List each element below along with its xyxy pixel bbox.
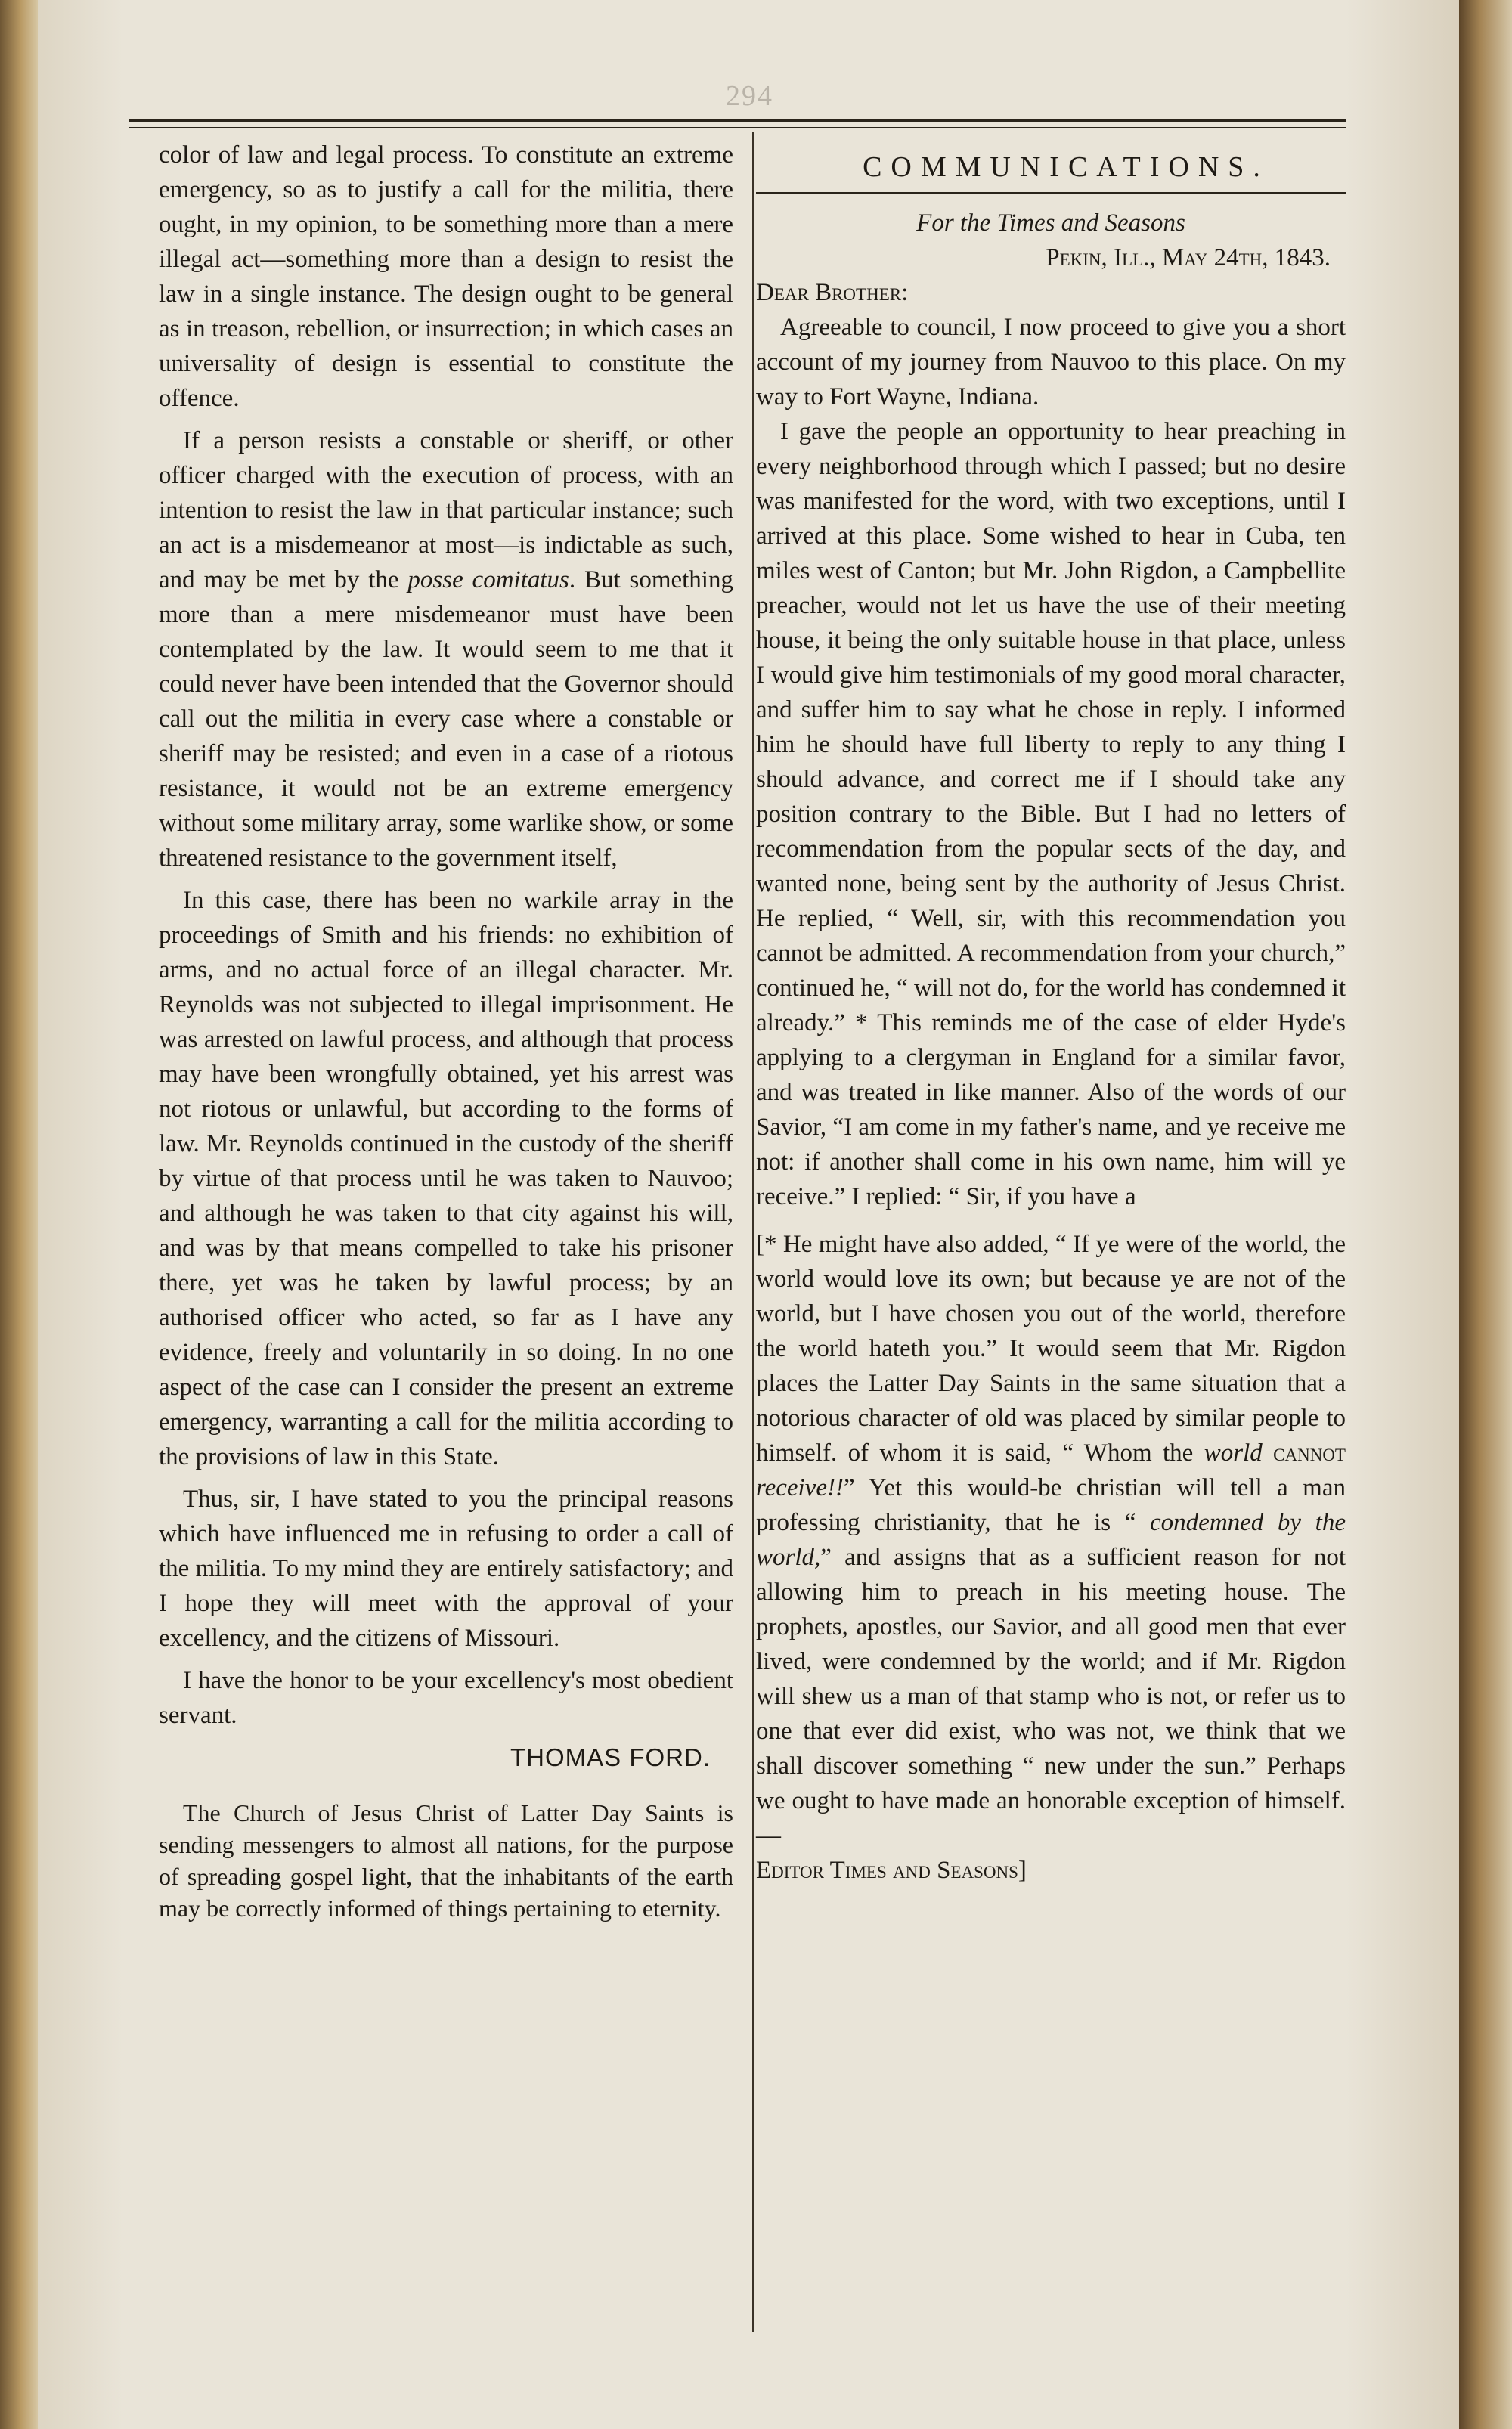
- posse-comitatus-phrase: posse comitatus: [407, 566, 569, 593]
- left-paragraph-2: [159, 423, 733, 875]
- right-paragraph-1: Agreeable to council, I now proceed to give you a short account of my journey from Nauvoo to this place. On my way to Fort Wayne, Indiana.: [756, 314, 1346, 411]
- right-paragraph-2: I gave the people an opportunity to hear preaching in every neighborhood through which I passed; but no desire was manifested for the word, with two exceptions, until I arrived at this place. Some wished to hear in Cuba, ten miles west of Canton; but Mr. John Rigdon, a Campbellite preacher, would not let us have the use of their meeting house, it being the only suitable house in that place, unless I would give him testimonials of my good moral character, and suffer him to say what he chose in reply. I informed him he should have full liberty to reply to any thing I should advance, and correct me if I should take any position contrary to the Bible. But I had no letters of recommendation from the popular sects of the day, and wanted none, being sent by the authority of Jesus Christ. He replied, “ Well, sir, with this recommendation you cannot be admitted. A recommendation from your church,” continued he, “ will not do, for the world has condemned it already.” * This reminds me of the case of elder Hyde's applying to a clergyman in England for a similar favor, and was treated in like manner. Also of the words of our Savior, “I am come in my father's name, and ye receive me not: if another shall come in his own name, him will ye receive.” I replied: “ Sir, if you have a: [756, 418, 1346, 1210]
- binding-edge-right: [1459, 0, 1512, 2429]
- left-paragraph-5: I have the honor to be your excellency's most obedient servant.: [159, 1667, 733, 1729]
- dateline: Pekin, Ill., May 24th, 1843.: [1046, 244, 1331, 271]
- column-divider: [752, 132, 754, 2332]
- right-column: [756, 138, 1346, 1888]
- footnote-cannot: cannot: [1273, 1439, 1346, 1467]
- section-rule: [756, 192, 1346, 194]
- left-paragraph-2-part-b: . But something more than a mere misdemeanor must have been contemplated by the law. It would seem to me that it could never have been intended that the Governor should call out the militia in every case where a constable or sheriff may be resisted; and even in a case of a riotous resistance, it would not be an extreme emergency without some military array, some warlike show, or some threatened resistance to the government itself,: [159, 566, 733, 872]
- footnote-condemned: condemned by the world,: [756, 1509, 1346, 1571]
- binding-edge-left: [0, 0, 38, 2429]
- section-title: COMMUNICATIONS.: [863, 151, 1269, 183]
- page-number: 294: [726, 80, 773, 112]
- footnote-receive: receive!!: [756, 1474, 844, 1501]
- church-note: The Church of Jesus Christ of Latter Day Saints is sending messengers to almost all nations, for the purpose of spreading gospel light, that the inhabitants of the earth may be correctly informed of things pertaining to eternity.: [159, 1799, 733, 1922]
- header-rule-thin: [129, 127, 1346, 128]
- header-rule: [129, 119, 1346, 122]
- salutation: Dear Brother:: [756, 279, 909, 306]
- left-column: [159, 138, 733, 1924]
- byline: For the Times and Seasons: [916, 209, 1185, 237]
- footnote-world: world: [1204, 1439, 1263, 1467]
- left-paragraph-4: Thus, sir, I have stated to you the principal reasons which have influenced me in refusing to order a call of the militia. To my mind they are entirely satisfactory; and I hope they will meet with the approval of your excellency, and the citizens of Missouri.: [159, 1486, 733, 1652]
- footnote-signature: Editor Times and Seasons]: [756, 1857, 1027, 1884]
- signer-name: THOMAS FORD.: [510, 1743, 711, 1771]
- editor-footnote: [756, 1227, 1346, 1888]
- left-paragraph-2-part-a: If a person resists a constable or sheriff, or other officer charged with the execution of process, with an intention to resist the law in that particular instance; such an act is a misdemeanor at most—is indictable as such, and may be met by the: [159, 427, 733, 593]
- footnote-part-a: [* He might have also added, “ If ye were of the world, the world would love its own; but because ye are not of the world, but I have chosen you out of the world, therefore the world hateth you.” It would seem that Mr. Rigdon places the Latter Day Saints in the same situation that a notorious character of old was placed by similar people to himself. of whom it is said, “ Whom the: [756, 1231, 1346, 1467]
- footnote-part-b: ” Yet this would-be christian will tell a man professing christianity, that he is “: [756, 1474, 1346, 1536]
- signature-line: [159, 1740, 733, 1776]
- footnote-part-c: ” and assigns that as a sufficient reason for not allowing him to preach in his meeting house. The prophets, apostles, our Savior, and all good men that ever lived, were condemned by the world; and if Mr. Rigdon will shew us a man of that stamp who is not, or refer us to one that ever did exist, who was not, we think that we shall discover something “ new under the sun.” Perhaps we ought to have made an honorable exception of himself.—: [756, 1544, 1346, 1849]
- left-paragraph-1: color of law and legal process. To constitute an extreme emergency, so as to justify a call for the militia, there ought, in my opinion, to be something more than a mere illegal act—something more than a design to resist the law in a single instance. The design ought to be general as in treason, rebellion, or insurrection; in which cases an universality of design is essential to constitute the offence.: [159, 141, 733, 412]
- left-paragraph-3: In this case, there has been no warkile array in the proceedings of Smith and his friends: no exhibition of arms, and no actual force of an illegal character. Mr. Reynolds was not subjected to illegal imprisonment. He was arrested on lawful process, and although that process may have been wrongfully obtained, yet his arrest was not riotous or unlawful, but according to the forms of law. Mr. Reynolds continued in the custody of the sheriff by virtue of that process until he was taken to Nauvoo; and although he was taken to that city against his will, and was by that means compelled to take his prisoner there, yet was he taken by lawful process; by an authorised officer who acted, so far as I have any evidence, freely and voluntarily in so doing. In no one aspect of the case can I consider the present an extreme emergency, warranting a call for the militia according to the provisions of law in this State.: [159, 887, 733, 1470]
